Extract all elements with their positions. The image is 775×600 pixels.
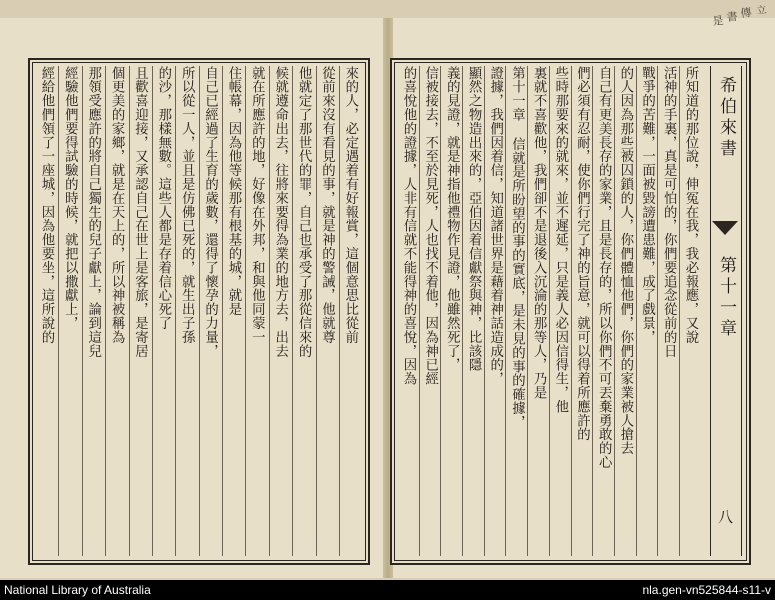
fishtail-ornament — [712, 221, 738, 235]
text-column: 自己有更美長存的家業，且是長存的，所以你們不可丟棄勇敢的心 — [592, 66, 613, 556]
text-column: 就在所應許的地，好像在外邦，和與他同蒙一 — [245, 66, 266, 556]
text-column: 裏就不喜歡他，我們卻不是退後入沉淪的那等人，乃是 — [527, 66, 548, 556]
text-column: 的沙，那樣無數。這些人都是存着信心死了 — [152, 66, 173, 556]
text-column: 住帳幕，因為他等候那有根基的城，就是 — [222, 66, 243, 556]
text-column: 來的人，必定遇着有好報賞，這個意思比從前 — [339, 66, 360, 556]
text-column: 戰爭的苦難，一面被毀謗遭患難，成了戲景， — [636, 66, 657, 556]
library-credit: National Library of Australia — [4, 583, 151, 597]
notation-char: 傳 — [738, 6, 753, 19]
text-column: 經驗他們要得試驗的時候，就把以撒獻上， — [58, 66, 79, 556]
text-column: 顯然之物造出來的，亞伯因着信獻祭與神，比該隱 — [462, 66, 483, 556]
text-column: 所以從一人，並且是仿佛已死的，就生出子孫 — [175, 66, 196, 556]
notation-char: 是 — [710, 14, 725, 27]
text-column: 候就遵命出去，往將來要得為業的地方去，出去 — [269, 66, 290, 556]
text-column: 的喜悅他的證據，人非有信就不能得神的喜悅，因為 — [401, 66, 416, 386]
text-column: 義的見證，就是神指他禮物作見證，他雖然死了， — [440, 66, 461, 556]
text-column: 所知道的那位說，伸冤在我，我必報應，又說 — [679, 66, 700, 556]
text-column: 經給他們領了一座城，因為他要坐，這所說的 — [39, 66, 54, 344]
page-number: 八 — [718, 508, 734, 526]
text-column: 個更美的家鄉，就是在天上的，所以神被稱為 — [105, 66, 126, 556]
text-column: 們必須有忍耐，使你們行完了神的旨意，就可以得着所應許的 — [571, 66, 592, 556]
text-column: 信被接去，不至於見死，人也找不着他，因為神已經 — [419, 66, 440, 556]
text-column: 的人因為那些被囚鎖的人，你們體恤他們，你們的家業被人搶去 — [614, 66, 635, 556]
text-column: 且歡喜迎接，又承認自己在世上是客旅，是寄居 — [129, 66, 150, 556]
right-text-columns — [398, 66, 700, 556]
text-column: 從前來沒有看見的事，就是神的警誡，他就尊 — [316, 66, 337, 556]
text-column: 自己已經過了生育的歲數，還得了懷孕的力量， — [199, 66, 220, 556]
running-title: 希伯來書 — [716, 76, 736, 160]
handwritten-notation — [693, 5, 771, 51]
page-margin-column — [710, 66, 742, 556]
notation-char: 書 — [724, 10, 739, 23]
text-column: 第十一章 信就是所盼望的事的實底，是未見的事的確據， — [505, 66, 526, 556]
text-column: 證據，我們因着信，知道諸世界是藉着神話造成的， — [484, 66, 505, 556]
text-column: 些時那要來的就來，並不遲延，只是義人必因信得生，他 — [549, 66, 570, 556]
text-column: 他就定了那世代的罪，自己也承受了那從信來的 — [292, 66, 313, 556]
notation-char: 立 — [753, 4, 766, 16]
text-column: 活神的手裏，真是可怕的，你們要追念從前的日 — [657, 66, 678, 556]
left-text-columns — [36, 66, 360, 556]
text-column: 那領受應許的將自己獨生的兒子獻上，論到這兒 — [82, 66, 103, 556]
attribution-bar — [0, 580, 775, 600]
catalog-id: nla.gen-vn525844-s11-v — [642, 583, 771, 597]
chapter-heading: 第十一章 — [716, 256, 736, 340]
